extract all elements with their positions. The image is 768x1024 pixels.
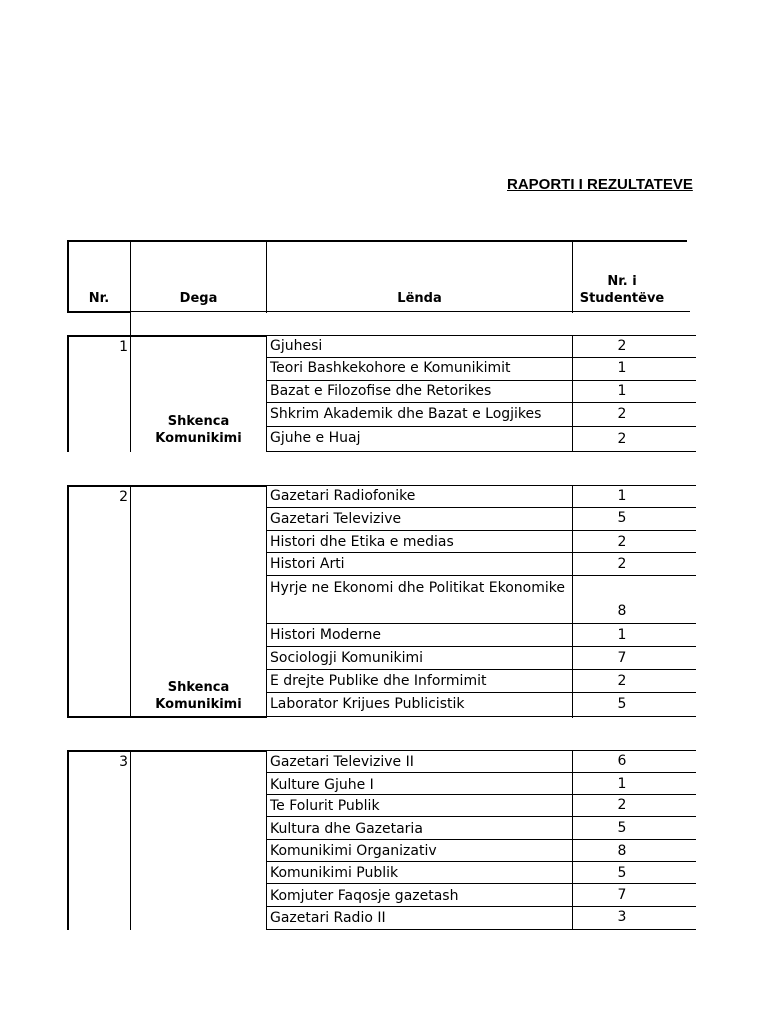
students-cell: 7 bbox=[617, 887, 627, 903]
subject-cell: Gjuhe e Huaj bbox=[270, 430, 361, 446]
group-2-dega-line2: Komunikimi bbox=[155, 697, 242, 712]
students-cell: 1 bbox=[617, 383, 627, 399]
subject-cell: Bazat e Filozofise dhe Retorikes bbox=[270, 383, 492, 399]
header-students-line2: Studentëve bbox=[579, 291, 665, 306]
report-title: RAPORTI I REZULTATEVE bbox=[507, 176, 693, 193]
group-1-nr: 1 bbox=[119, 339, 128, 355]
subject-cell: Kultura dhe Gazetaria bbox=[270, 821, 423, 837]
students-cell: 7 bbox=[617, 650, 627, 666]
subject-cell: Histori Moderne bbox=[270, 627, 382, 643]
header-lenda: Lënda bbox=[397, 291, 442, 306]
subject-cell: Shkrim Akademik dhe Bazat e Logjikes bbox=[270, 406, 542, 422]
students-cell: 1 bbox=[617, 776, 627, 792]
subject-cell: Teori Bashkekohore e Komunikimit bbox=[270, 360, 511, 376]
students-cell: 6 bbox=[617, 753, 627, 769]
subject-cell: Gazetari Televizive II bbox=[270, 754, 414, 770]
header-nr: Nr. bbox=[88, 291, 110, 306]
subject-cell: Hyrje ne Ekonomi dhe Politikat Ekonomike bbox=[270, 580, 565, 596]
students-cell: 8 bbox=[617, 603, 627, 619]
students-cell: 2 bbox=[617, 406, 627, 422]
subject-cell: Gjuhesi bbox=[270, 338, 323, 354]
students-cell: 8 bbox=[617, 843, 627, 859]
students-cell: 2 bbox=[617, 673, 627, 689]
students-cell: 2 bbox=[617, 556, 627, 572]
subject-cell: Gazetari Radiofonike bbox=[270, 488, 416, 504]
students-cell: 5 bbox=[617, 696, 627, 712]
group-1-dega-line1: Shkenca bbox=[167, 414, 230, 429]
students-cell: 5 bbox=[617, 865, 627, 881]
header-students-line1: Nr. i bbox=[607, 274, 637, 289]
subject-cell: Sociologji Komunikimi bbox=[270, 650, 424, 666]
students-cell: 1 bbox=[617, 488, 627, 504]
subject-cell: E drejte Publike dhe Informimit bbox=[270, 673, 487, 689]
students-cell: 2 bbox=[617, 534, 627, 550]
students-cell: 3 bbox=[617, 909, 627, 925]
subject-cell: Komunikimi Publik bbox=[270, 865, 399, 881]
subject-cell: Gazetari Televizive bbox=[270, 511, 402, 527]
subject-cell: Kulture Gjuhe I bbox=[270, 777, 374, 793]
group-3-nr: 3 bbox=[119, 754, 128, 770]
subject-cell: Gazetari Radio II bbox=[270, 910, 386, 926]
group-2-dega-line1: Shkenca bbox=[167, 680, 230, 695]
subject-cell: Laborator Krijues Publicistik bbox=[270, 696, 465, 712]
students-cell: 1 bbox=[617, 627, 627, 643]
students-cell: 2 bbox=[617, 797, 627, 813]
students-cell: 1 bbox=[617, 360, 627, 376]
students-cell: 2 bbox=[617, 431, 627, 447]
header-dega: Dega bbox=[179, 291, 218, 306]
subject-cell: Komjuter Faqosje gazetash bbox=[270, 888, 459, 904]
students-cell: 2 bbox=[617, 338, 627, 354]
subject-cell: Histori dhe Etika e medias bbox=[270, 534, 454, 550]
students-cell: 5 bbox=[617, 510, 627, 526]
subject-cell: Te Folurit Publik bbox=[270, 798, 380, 814]
group-2-nr: 2 bbox=[119, 489, 128, 505]
students-cell: 5 bbox=[617, 820, 627, 836]
group-1-dega-line2: Komunikimi bbox=[155, 431, 242, 446]
subject-cell: Komunikimi Organizativ bbox=[270, 843, 437, 859]
subject-cell: Histori Arti bbox=[270, 556, 345, 572]
